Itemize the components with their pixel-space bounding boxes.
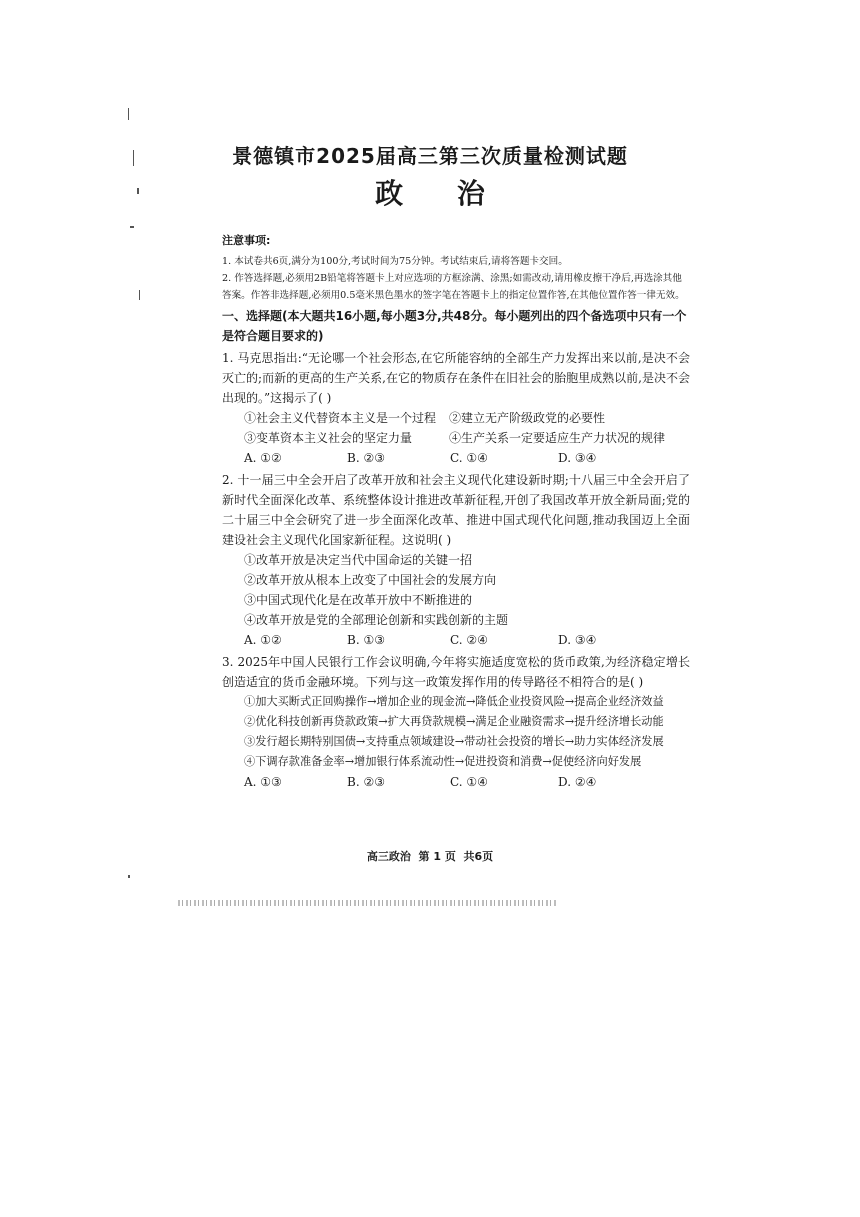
- section-heading: 一、选择题(本大题共16小题,每小题3分,共48分。每小题列出的四个备选项中只有一个是符合题目要求的): [222, 309, 687, 343]
- exam-content: [222, 231, 690, 792]
- answer-choices-3: [222, 772, 690, 792]
- notice-item: 2. 作答选择题,必须用2B铅笔将答题卡上对应选项的方框涂满、涂黑;如需改动,请用橡皮擦干净后,再选涂其他答案。作答非选择题,必须用0.5毫米黑色墨水的签字笔在答题卡上的指定位置作答,在其他位置作答一律无效。: [222, 273, 685, 301]
- notice-heading: 注意事项:: [222, 234, 271, 247]
- scan-bleed-through: [178, 900, 558, 906]
- choice-d: D. ③④: [558, 451, 597, 465]
- exam-title: 景德镇市2025届高三第三次质量检测试题: [232, 144, 628, 168]
- option-item: ②改革开放从根本上改变了中国社会的发展方向: [244, 573, 497, 587]
- option-item: ④改革开放是党的全部理论创新和实践创新的主题: [244, 613, 509, 627]
- choice-a: A. ①②: [244, 451, 282, 465]
- question-stem-2: 2. 十一届三中全会开启了改革开放和社会主义现代化建设新时期;十八届三中全会开启了新时代全面深化改革、系统整体设计推进改革新征程,开创了我国改革开放全新局面;党的二十届三中全会研究了进一步全面深化改革、推进中国式现代化问题,推动我国迈上全面建设社会主义现代化国家新征程。这说明( ): [222, 473, 690, 547]
- choice-c: C. ①④: [450, 451, 488, 465]
- exam-subject: 政 治: [375, 177, 507, 210]
- option-item: ③发行超长期特别国债→支持重点领域建设→带动社会投资的增长→助力实体经济发展: [244, 735, 664, 748]
- question-stem-1: 1. 马克思指出:“无论哪一个社会形态,在它所能容纳的全部生产力发挥出来以前,是决不会灭亡的;而新的更高的生产关系,在它的物质存在条件在旧社会的胎胞里成熟以前,是决不会出现的。”这揭示了( ): [222, 351, 690, 405]
- option-item: ②优化科技创新再贷款政策→扩大再贷款规模→满足企业融资需求→提升经济增长动能: [244, 715, 664, 728]
- option-item: ③变革资本主义社会的坚定力量: [244, 431, 413, 445]
- option-item: ②建立无产阶级政党的必要性: [449, 411, 606, 425]
- question-options-1: [222, 408, 690, 448]
- choice-c: C. ①④: [450, 775, 488, 789]
- choice-a: A. ①③: [244, 775, 282, 789]
- option-item: ①改革开放是决定当代中国命运的关键一招: [244, 553, 473, 567]
- answer-choices-2: [222, 630, 690, 650]
- choice-b: B. ①③: [347, 633, 385, 647]
- option-item: ①加大买断式正回购操作→增加企业的现金流→降低企业投资风险→提高企业经济效益: [244, 695, 664, 708]
- choice-b: B. ②③: [347, 451, 385, 465]
- choice-a: A. ①②: [244, 633, 282, 647]
- choice-d: D. ②④: [558, 775, 597, 789]
- page-footer: 高三政治 第 1 页 共6页: [366, 850, 494, 863]
- scan-artifact: [130, 226, 134, 228]
- answer-choices-1: [222, 448, 690, 468]
- option-item: ④生产关系一定要适应生产力状况的规律: [449, 431, 666, 445]
- option-item: ①社会主义代替资本主义是一个过程: [244, 411, 437, 425]
- notice-item: 1. 本试卷共6页,满分为100分,考试时间为75分钟。考试结束后,请将答题卡交回。: [222, 256, 568, 267]
- question-stem-3: 3. 2025年中国人民银行工作会议明确,今年将实施适度宽松的货币政策,为经济稳定增长创造适宜的货币金融环境。下列与这一政策发挥作用的传导路径不相符合的是( ): [222, 655, 690, 689]
- scan-artifact: [128, 108, 129, 120]
- option-item: ④下调存款准备金率→增加银行体系流动性→促进投资和消费→促使经济向好发展: [244, 755, 642, 768]
- option-item: ③中国式现代化是在改革开放中不断推进的: [244, 593, 473, 607]
- scan-artifact: [128, 875, 130, 878]
- choice-d: D. ③④: [558, 633, 597, 647]
- choice-b: B. ②③: [347, 775, 385, 789]
- choice-c: C. ②④: [450, 633, 488, 647]
- scan-artifact: [139, 290, 140, 300]
